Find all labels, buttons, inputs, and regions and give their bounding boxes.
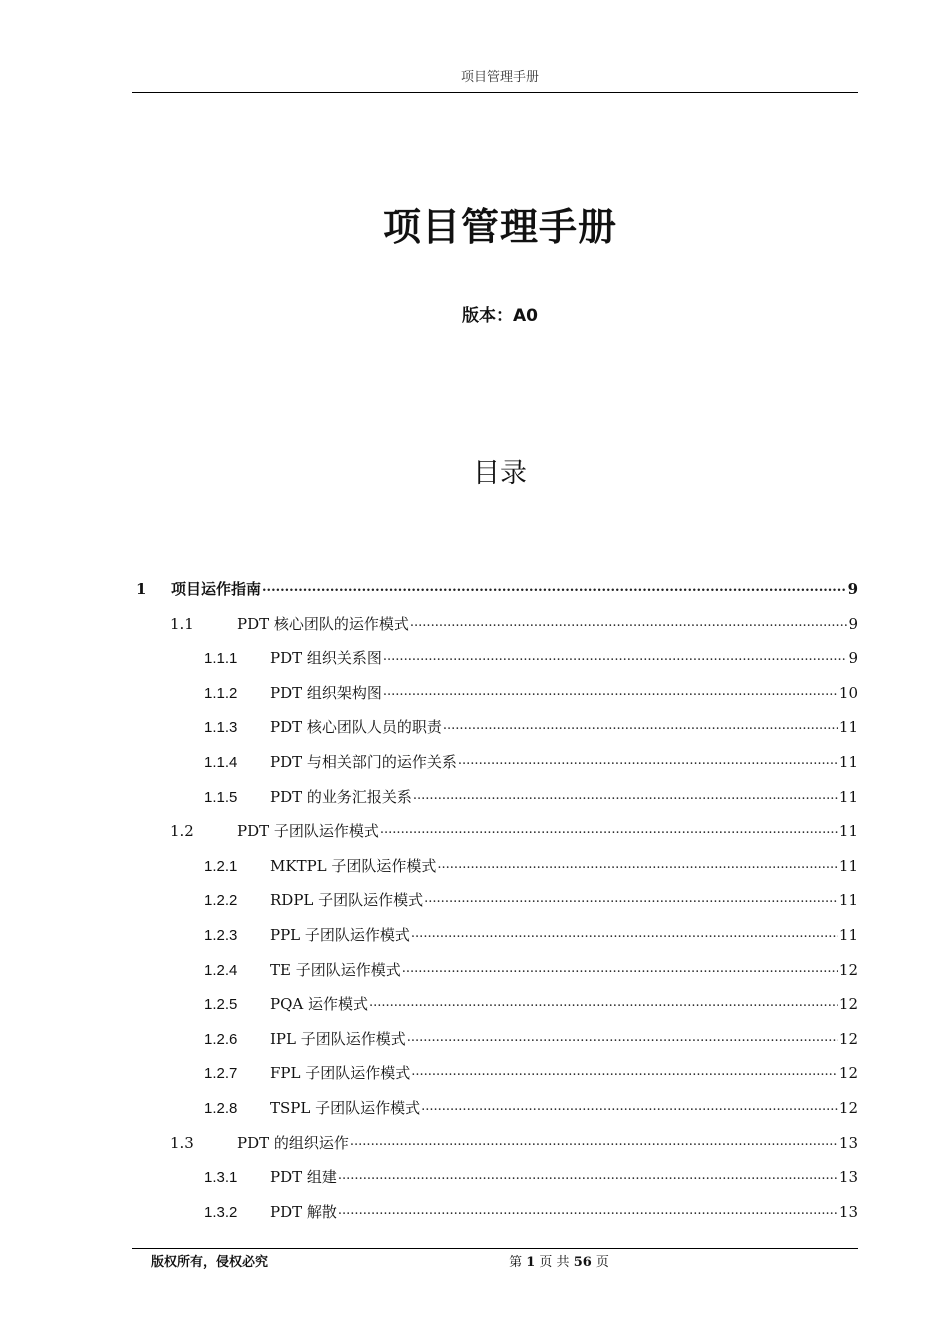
toc-entry[interactable] [204, 1199, 858, 1223]
document-version: 版本：A0 [462, 306, 538, 326]
toc-entry-page: 12 [838, 1064, 858, 1082]
page-number [0, 1251, 950, 1270]
toc-dot-leader [421, 1095, 838, 1113]
toc-entry-page: 9 [847, 580, 858, 598]
toc-entry-title: 项目运作指南 [171, 580, 262, 598]
toc-entry[interactable] [204, 784, 858, 808]
toc-dot-leader [411, 922, 838, 940]
toc-entry-number: 1 [136, 580, 147, 598]
toc-entry[interactable] [204, 957, 858, 981]
toc-entry[interactable] [136, 576, 858, 600]
toc-dot-leader [383, 680, 838, 698]
page-mid: 页 共 [539, 1255, 570, 1270]
toc-entry-page: 9 [848, 649, 858, 667]
toc-entry-title: PDT 核心团队的运作模式 [237, 615, 409, 633]
toc-entry-title: RDPL 子团队运作模式 [270, 891, 424, 909]
toc-entry-number: 1.1.3 [204, 719, 238, 736]
toc-dot-leader [338, 1164, 838, 1182]
toc-entry[interactable] [204, 1095, 858, 1119]
toc-entry-page: 12 [838, 995, 858, 1013]
toc-dot-leader [411, 1060, 838, 1078]
toc-entry-title: PDT 子团队运作模式 [237, 822, 379, 840]
toc-entry-number: 1.2.1 [204, 858, 238, 875]
toc-entry-number: 1.1.2 [204, 685, 238, 702]
toc-dot-leader [437, 853, 838, 871]
toc-dot-leader [350, 1130, 838, 1148]
toc-dot-leader [380, 818, 838, 836]
toc-entry[interactable] [204, 887, 858, 911]
page-suffix: 页 [595, 1255, 609, 1270]
toc-dot-leader [443, 714, 838, 732]
toc-entry-page: 12 [838, 1099, 858, 1117]
toc-entry-number: 1.1.4 [204, 754, 238, 771]
toc-entry-number: 1.2.3 [204, 927, 238, 944]
copyright-notice: 版权所有，侵权必究 [151, 1255, 269, 1270]
toc-entry-page: 13 [838, 1168, 858, 1186]
toc-entry[interactable] [204, 991, 858, 1015]
toc-dot-leader [369, 991, 838, 1009]
toc-dot-leader [262, 576, 847, 594]
toc-entry-number: 1.2.5 [204, 996, 238, 1013]
toc-dot-leader [338, 1199, 838, 1217]
toc-entry-number: 1.1.1 [204, 650, 238, 667]
toc-entry[interactable] [204, 1164, 858, 1188]
toc-entry-page: 11 [838, 718, 858, 736]
toc-entry[interactable] [170, 611, 858, 635]
toc-entry-title: IPL 子团队运作模式 [270, 1030, 406, 1048]
toc-entry-number: 1.2.6 [204, 1031, 238, 1048]
toc-entry-title: FPL 子团队运作模式 [270, 1064, 411, 1082]
toc-entry-page: 9 [848, 615, 858, 633]
toc-entry-page: 11 [838, 822, 858, 840]
toc-dot-leader [413, 784, 838, 802]
toc-entry-number: 1.2.4 [204, 962, 238, 979]
toc-entry-number: 1.1 [170, 615, 194, 633]
toc-entry-number: 1.2 [170, 822, 194, 840]
toc-entry-title: MKTPL 子团队运作模式 [270, 857, 437, 875]
toc-entry[interactable] [170, 818, 858, 842]
toc-entry-number: 1.2.7 [204, 1065, 238, 1082]
toc-entry-page: 11 [838, 753, 858, 771]
toc-heading: 目录 [473, 458, 527, 489]
toc-entry-page: 11 [838, 891, 858, 909]
toc-entry-title: PDT 核心团队人员的职责 [270, 718, 442, 736]
toc-entry[interactable] [204, 714, 858, 738]
toc-entry[interactable] [204, 922, 858, 946]
toc-entry-number: 1.2.8 [204, 1100, 238, 1117]
toc-entry-page: 11 [838, 857, 858, 875]
toc-dot-leader [383, 645, 848, 663]
toc-entry[interactable] [204, 1060, 858, 1084]
toc-entry-page: 13 [838, 1134, 858, 1152]
toc-entry-page: 11 [838, 788, 858, 806]
page-prefix: 第 [509, 1255, 523, 1270]
page-total: 56 [573, 1255, 592, 1270]
toc-dot-leader [402, 957, 838, 975]
toc-entry-title: PDT 的业务汇报关系 [270, 788, 412, 806]
toc-entry-page: 13 [838, 1203, 858, 1221]
toc-dot-leader [410, 611, 848, 629]
toc-entry-page: 12 [838, 961, 858, 979]
toc-entry-title: PDT 与相关部门的运作关系 [270, 753, 457, 771]
toc-dot-leader [407, 1026, 838, 1044]
toc-entry[interactable] [204, 680, 858, 704]
toc-dot-leader [458, 749, 838, 767]
toc-entry[interactable] [204, 749, 858, 773]
toc-entry-title: PQA 运作模式 [270, 995, 368, 1013]
toc-entry-title: PDT 组建 [270, 1168, 337, 1186]
toc-entry-number: 1.3.1 [204, 1169, 238, 1186]
toc-entry[interactable] [204, 645, 858, 669]
toc-entry-title: PDT 组织关系图 [270, 649, 382, 667]
document-title: 项目管理手册 [382, 205, 617, 249]
toc-entry-page: 10 [838, 684, 858, 702]
toc-entry-page: 11 [838, 926, 858, 944]
page-current: 1 [526, 1255, 536, 1270]
toc-entry-title: PDT 的组织运作 [237, 1134, 349, 1152]
toc-entry-title: TE 子团队运作模式 [270, 961, 401, 979]
toc-entry-title: TSPL 子团队运作模式 [270, 1099, 421, 1117]
toc-entry-number: 1.3.2 [204, 1204, 238, 1221]
toc-entry-number: 1.2.2 [204, 892, 238, 909]
footer-rule [132, 1248, 858, 1249]
toc-entry-title: PPL 子团队运作模式 [270, 926, 410, 944]
running-header: 项目管理手册 [460, 70, 539, 85]
toc-entry-number: 1.1.5 [204, 789, 238, 806]
toc-entry-title: PDT 组织架构图 [270, 684, 382, 702]
toc-entry[interactable] [204, 1026, 858, 1050]
toc-entry-number: 1.3 [170, 1134, 194, 1152]
toc-entry[interactable] [170, 1130, 858, 1154]
toc-entry[interactable] [204, 853, 858, 877]
toc-entry-title: PDT 解散 [270, 1203, 337, 1221]
header-rule [132, 92, 858, 93]
toc-entry-page: 12 [838, 1030, 858, 1048]
toc-dot-leader [424, 887, 838, 905]
